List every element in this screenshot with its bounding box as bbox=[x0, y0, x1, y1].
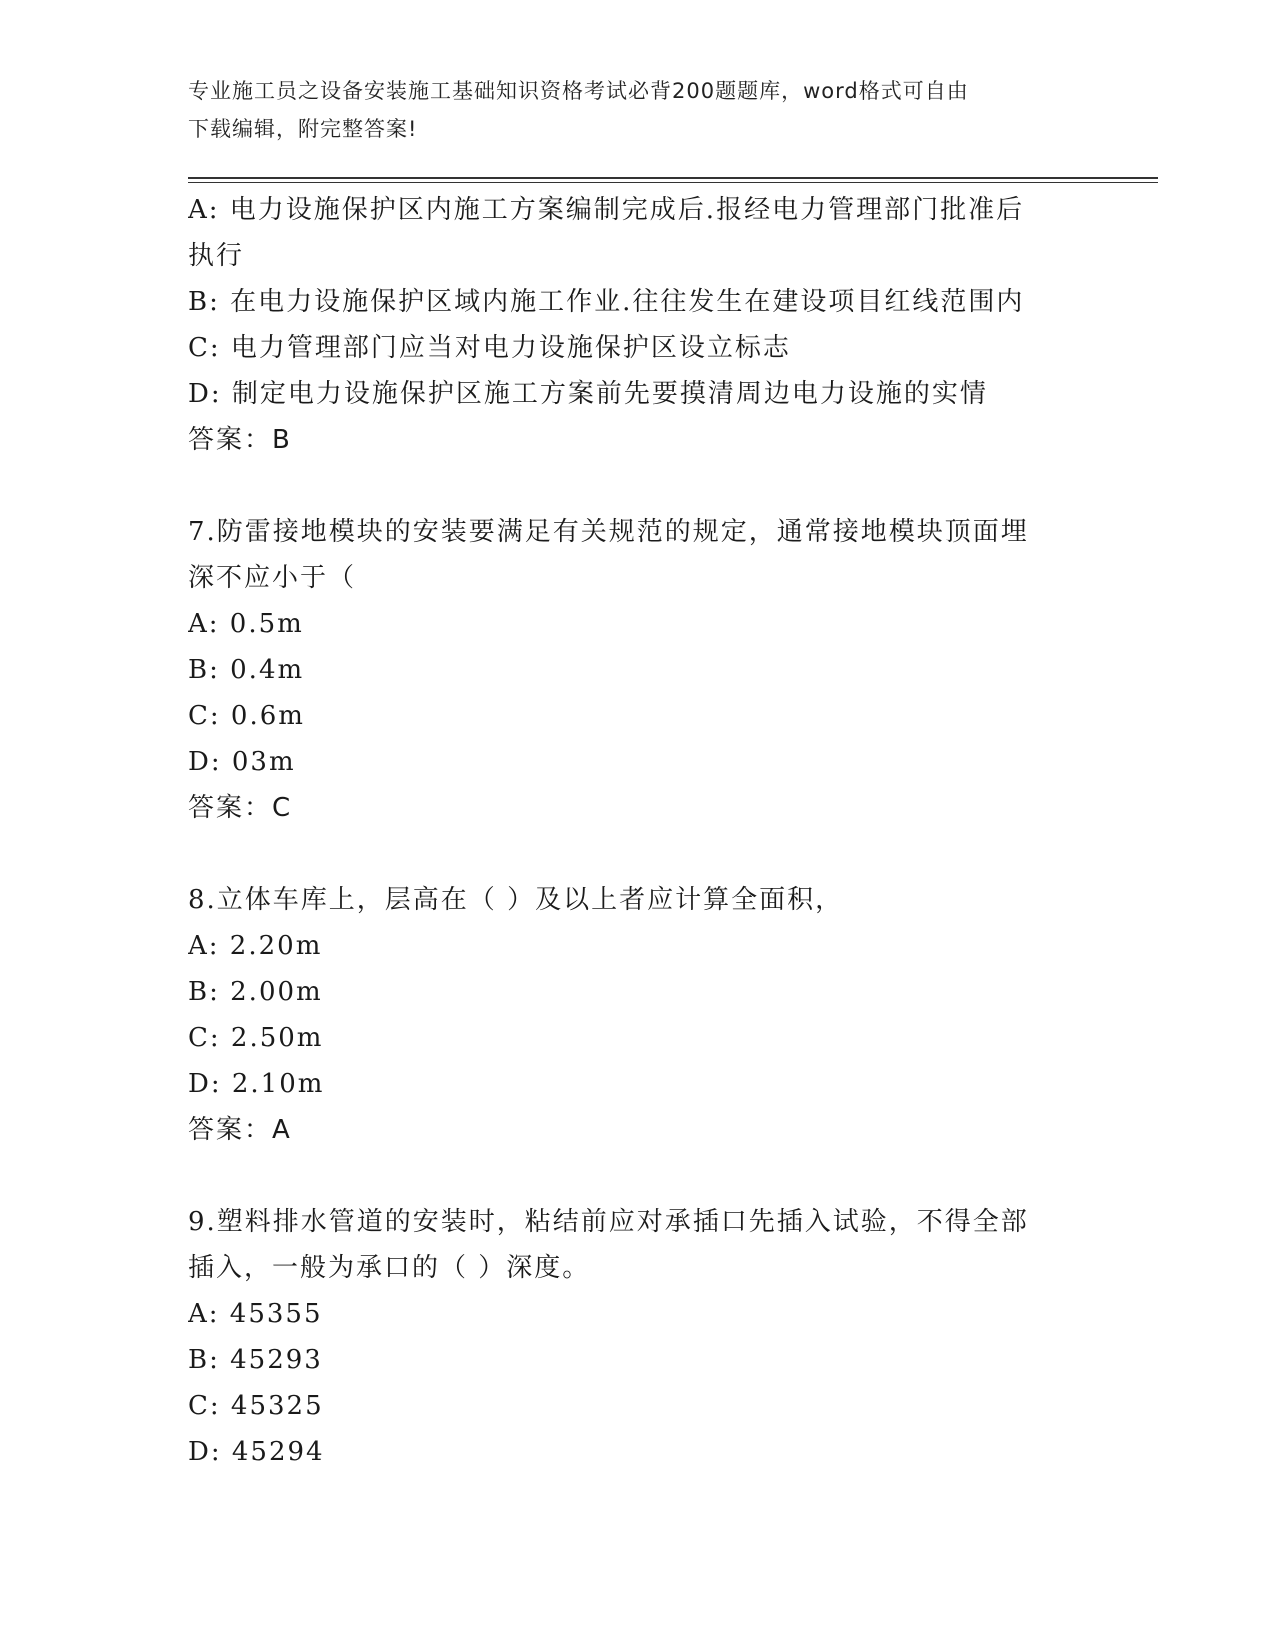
q7-option-b: B: 0.4m bbox=[188, 655, 305, 685]
header-divider-thick bbox=[188, 177, 1158, 179]
q9-stem-line-2: 插入，一般为承口的（ ）深度。 bbox=[188, 1253, 591, 1283]
spacer bbox=[188, 463, 1068, 509]
q8-option-b: B: 2.00m bbox=[188, 977, 323, 1007]
q6-answer: 答案：B bbox=[188, 425, 292, 455]
q7-option-a: A: 0.5m bbox=[188, 609, 304, 639]
q6-option-c: C: 电力管理部门应当对电力设施保护区设立标志 bbox=[188, 333, 791, 363]
q6-option-b: B: 在电力设施保护区域内施工作业.往往发生在建设项目红线范围内 bbox=[188, 287, 1025, 317]
q9-option-a: A: 45355 bbox=[188, 1299, 323, 1329]
q7-option-d: D: 03m bbox=[188, 747, 296, 777]
document-header bbox=[188, 72, 1068, 148]
q9-option-b: B: 45293 bbox=[188, 1345, 323, 1375]
q8-stem: 8.立体车库上，层高在（ ）及以上者应计算全面积， bbox=[188, 885, 844, 915]
q6-option-d: D: 制定电力设施保护区施工方案前先要摸清周边电力设施的实情 bbox=[188, 379, 988, 409]
q7-stem-line-1: 7.防雷接地模块的安装要满足有关规范的规定，通常接地模块顶面埋 bbox=[188, 517, 1029, 547]
q7-stem-line-2: 深不应小于（ bbox=[188, 563, 357, 593]
header-divider-thin bbox=[188, 182, 1158, 183]
question-8 bbox=[188, 877, 1068, 1153]
q7-answer: 答案：C bbox=[188, 793, 293, 823]
q6-option-a-line-1: A: 电力设施保护区内施工方案编制完成后.报经电力管理部门批准后 bbox=[188, 195, 1025, 225]
question-9 bbox=[188, 1199, 1068, 1475]
spacer bbox=[188, 1153, 1068, 1199]
q8-option-d: D: 2.10m bbox=[188, 1069, 325, 1099]
q8-option-c: C: 2.50m bbox=[188, 1023, 324, 1053]
question-list bbox=[188, 187, 1068, 1475]
q9-option-c: C: 45325 bbox=[188, 1391, 324, 1421]
header-title-line-2: 下载编辑，附完整答案! bbox=[188, 117, 418, 141]
q8-answer: 答案：A bbox=[188, 1115, 292, 1145]
q6-option-a-line-2: 执行 bbox=[188, 241, 245, 271]
q9-stem-line-1: 9.塑料排水管道的安装时，粘结前应对承插口先插入试验，不得全部 bbox=[188, 1207, 1029, 1237]
question-7 bbox=[188, 509, 1068, 831]
spacer bbox=[188, 831, 1068, 877]
q8-option-a: A: 2.20m bbox=[188, 931, 323, 961]
q7-option-c: C: 0.6m bbox=[188, 701, 305, 731]
header-title-line-1: 专业施工员之设备安装施工基础知识资格考试必背200题题库，word格式可自由 bbox=[188, 79, 969, 103]
q9-option-d: D: 45294 bbox=[188, 1437, 325, 1467]
question-6 bbox=[188, 187, 1068, 463]
